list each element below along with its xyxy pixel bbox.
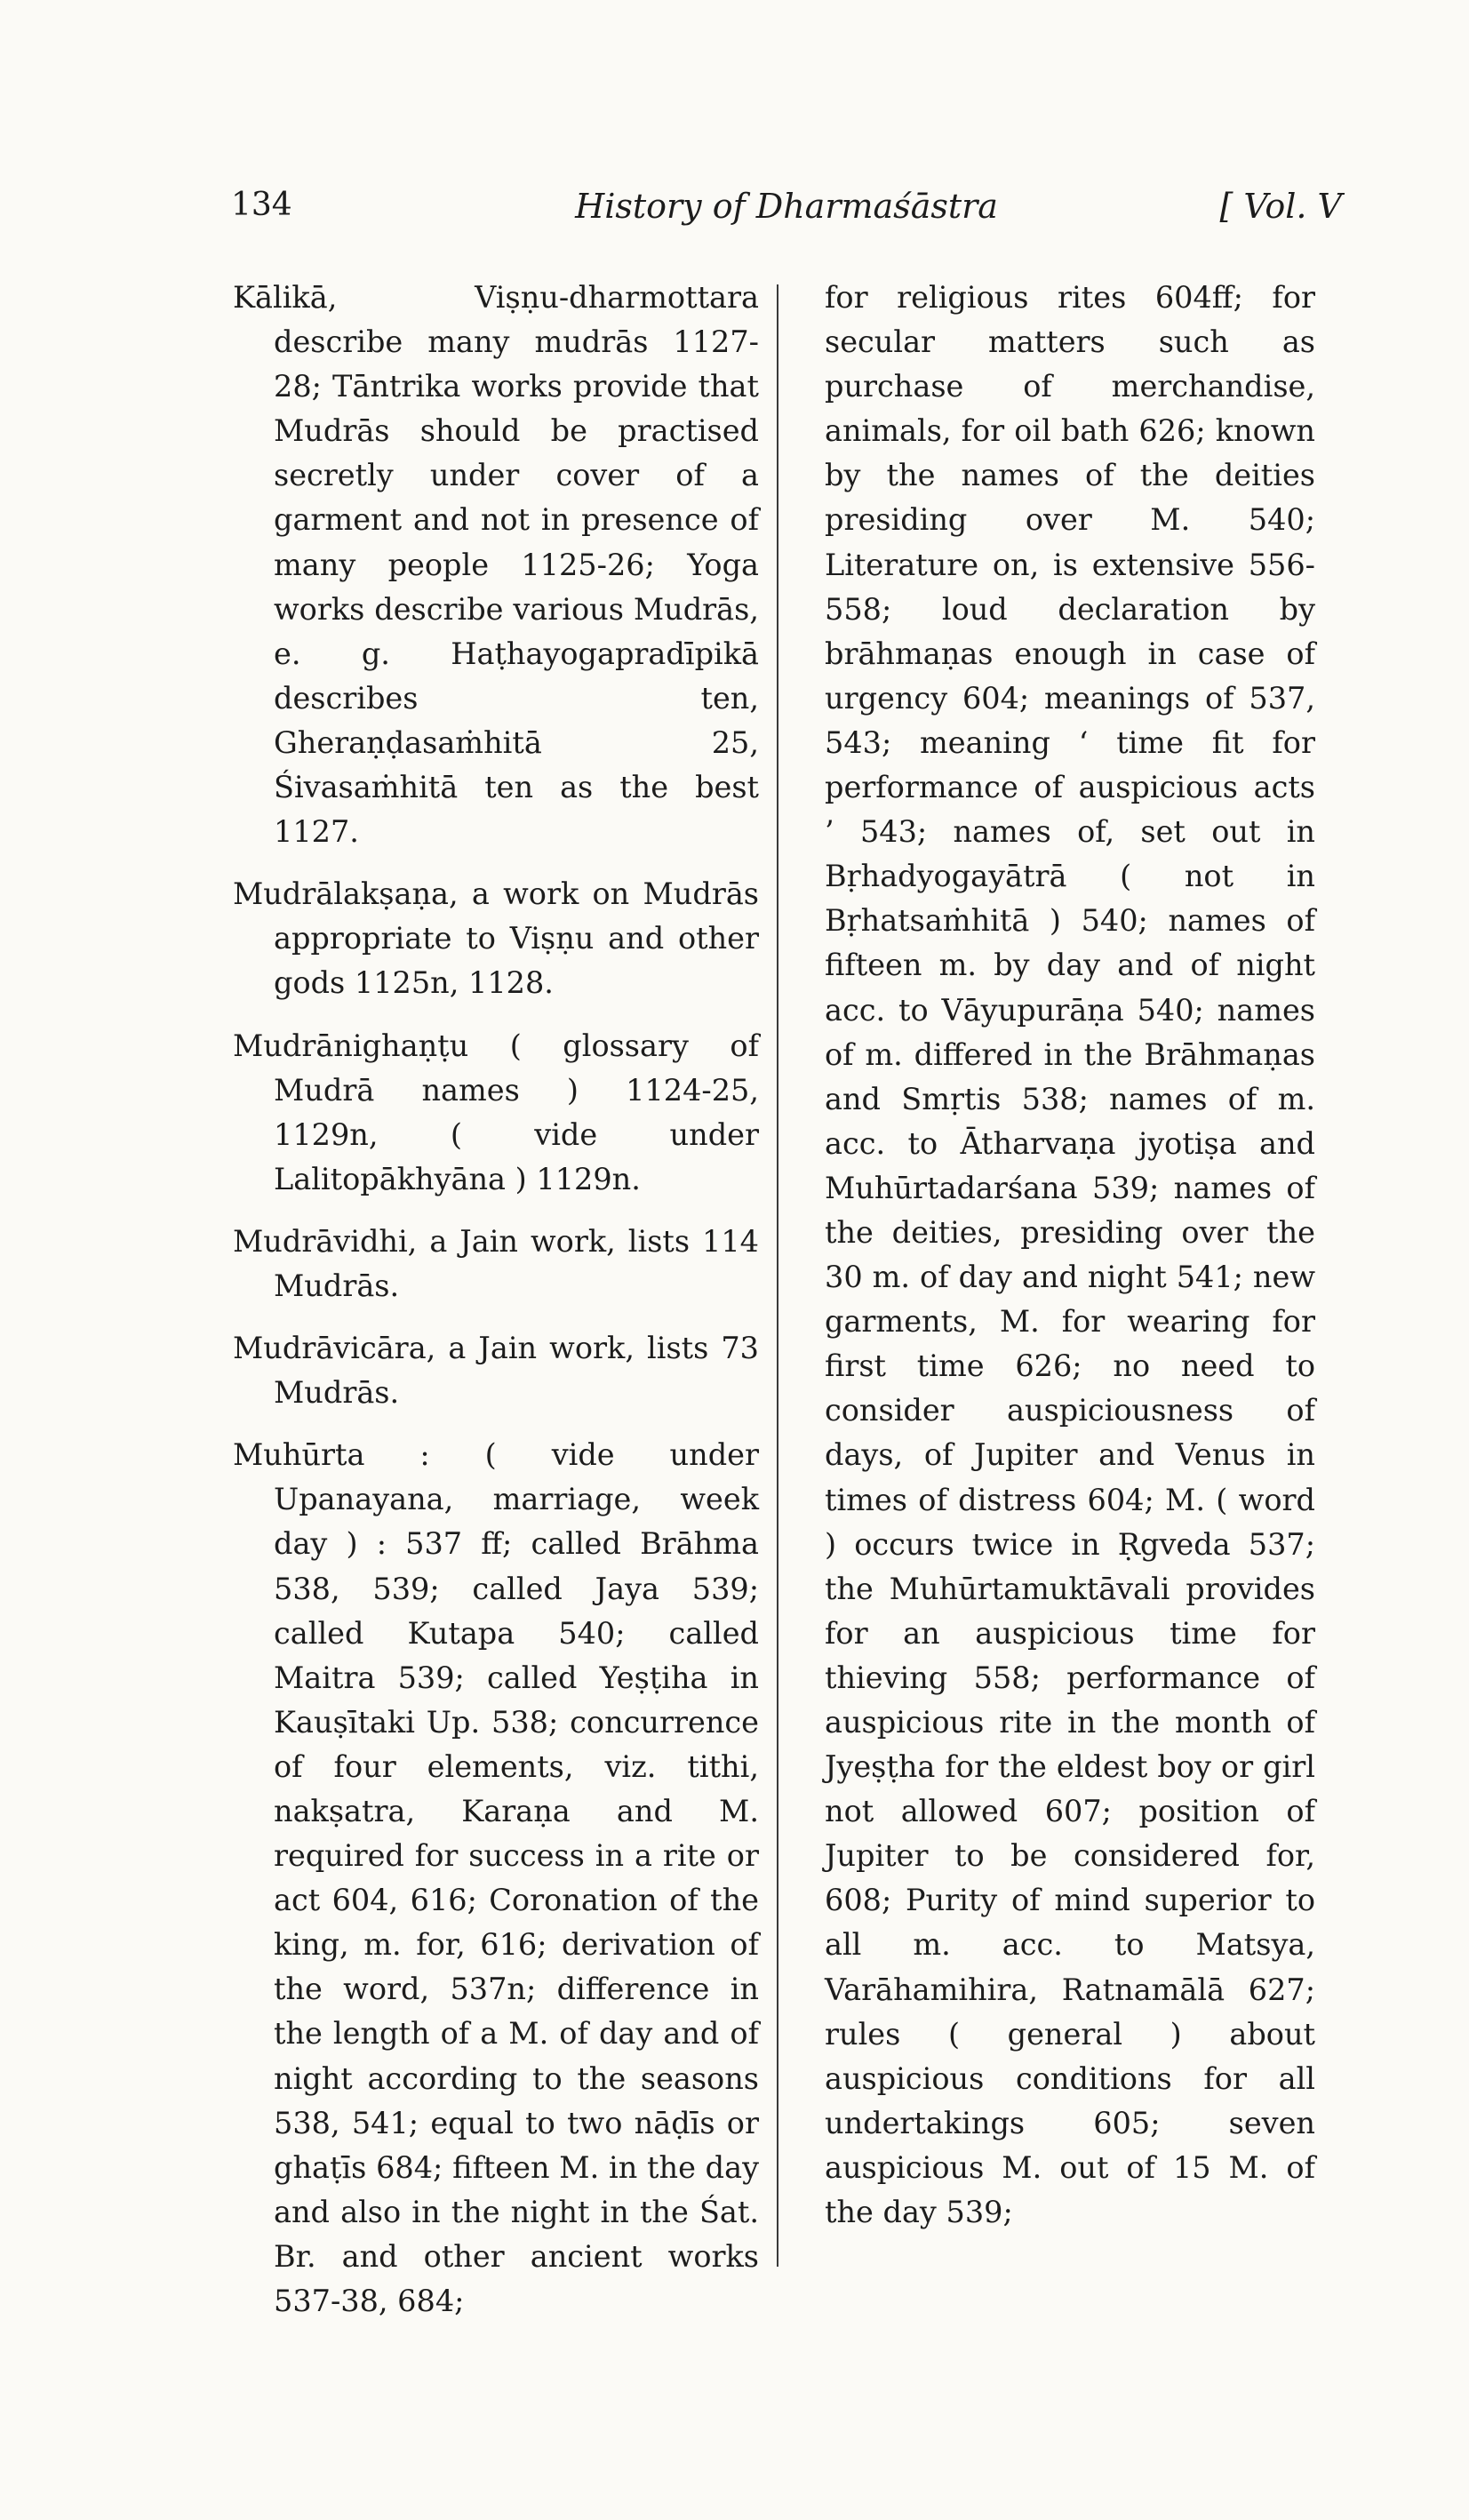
index-entry-mudralaksana: Mudrālakṣaṇa, a work on Mudrās appropriate to Viṣṇu and other gods 1125n, 1128. [233, 876, 759, 1001]
index-entry-mudravicara: Mudrāvicāra, a Jain work, lists 73 Mudrās. [233, 1331, 759, 1411]
index-entry-mudravidhi: Mudrāvidhi, a Jain work, lists 114 Mudrās. [233, 1223, 759, 1303]
right-column [825, 276, 1315, 2235]
volume-label: [ Vol. V [1219, 187, 1342, 226]
index-entry-kalika: Kālikā, Viṣṇu-dharmottara describe many mudrās 1127-28; Tāntrika works provide that Mudrās should be practised secretly under cover of a garment and not in presence of many people 1125-26; Yoga works describe various Mudrās, e. g. Haṭhayogapradīpikā describes ten, Gheraṇḍasaṁhitā 25, Śivasaṁhitā ten as the best 1127. [233, 280, 759, 850]
page-number: 134 [231, 187, 292, 223]
page-header [231, 187, 1342, 249]
column-divider [777, 284, 778, 2267]
left-column [233, 276, 759, 2341]
index-entry-muhurta: Muhūrta : ( vide under Upanayana, marriage, week day ) : 537 ff; called Brāhma 538, 539; called Jaya 539; called Kutapa 540; called Maitra 539; called Yeṣṭiha in Kauṣītaki Up. 538; concurrence of four elements, viz. tithi, nakṣatra, Karaṇa and M. required for success in a rite or act 604, 616; Coronation of the king, m. for, 616; derivation of the word, 537n; difference in the length of a M. of day and of night according to the seasons 538, 541; equal to two nāḍīs or ghaṭīs 684; fifteen M. in the day and also in the night in the Śat. Br. and other ancient works 537-38, 684; [233, 1437, 759, 2319]
running-title: History of Dharmaśāstra [575, 187, 998, 226]
muhurta-continuation: for religious rites 604ff; for secular matters such as purchase of merchandise, animals, for oil bath 626; known by the names of the deities presiding over M. 540; Literature on, is extensive 556-558; loud declaration by brāhmaṇas enough in case of urgency 604; meanings of 537, 543; meaning ‘ time fit for performance of auspicious acts ’ 543; names of, set out in Bṛhadyogayātrā ( not in Bṛhatsaṁhitā ) 540; names of fifteen m. by day and of night acc. to Vāyupurāṇa 540; names of m. differed in the Brāhmaṇas and Smṛtis 538; names of m. acc. to Ātharvaṇa jyotiṣa and Muhūrtadarśana 539; names of the deities, presiding over the 30 m. of day and night 541; new garments, M. for wearing for first time 626; no need to consider auspiciousness of days, of Jupiter and Venus in times of distress 604; M. ( word ) occurs twice in Ṛgveda 537; the Muhūrtamuktāvali provides for an auspicious time for thieving 558; performance of auspicious rite in the month of Jyeṣṭha for the eldest boy or girl not allowed 607; position of Jupiter to be considered for, 608; Purity of mind superior to all m. acc. to Matsya, Varāhamihira, Ratnamālā 627; rules ( general ) about auspicious conditions for all undertakings 605; seven auspicious M. out of 15 M. of the day 539; [825, 280, 1315, 2230]
index-entry-mudranighantu: Mudrānighaṇṭu ( glossary of Mudrā names ) 1124-25, 1129n, ( vide under Lalitopākhyāna ) 1129n. [233, 1028, 759, 1196]
